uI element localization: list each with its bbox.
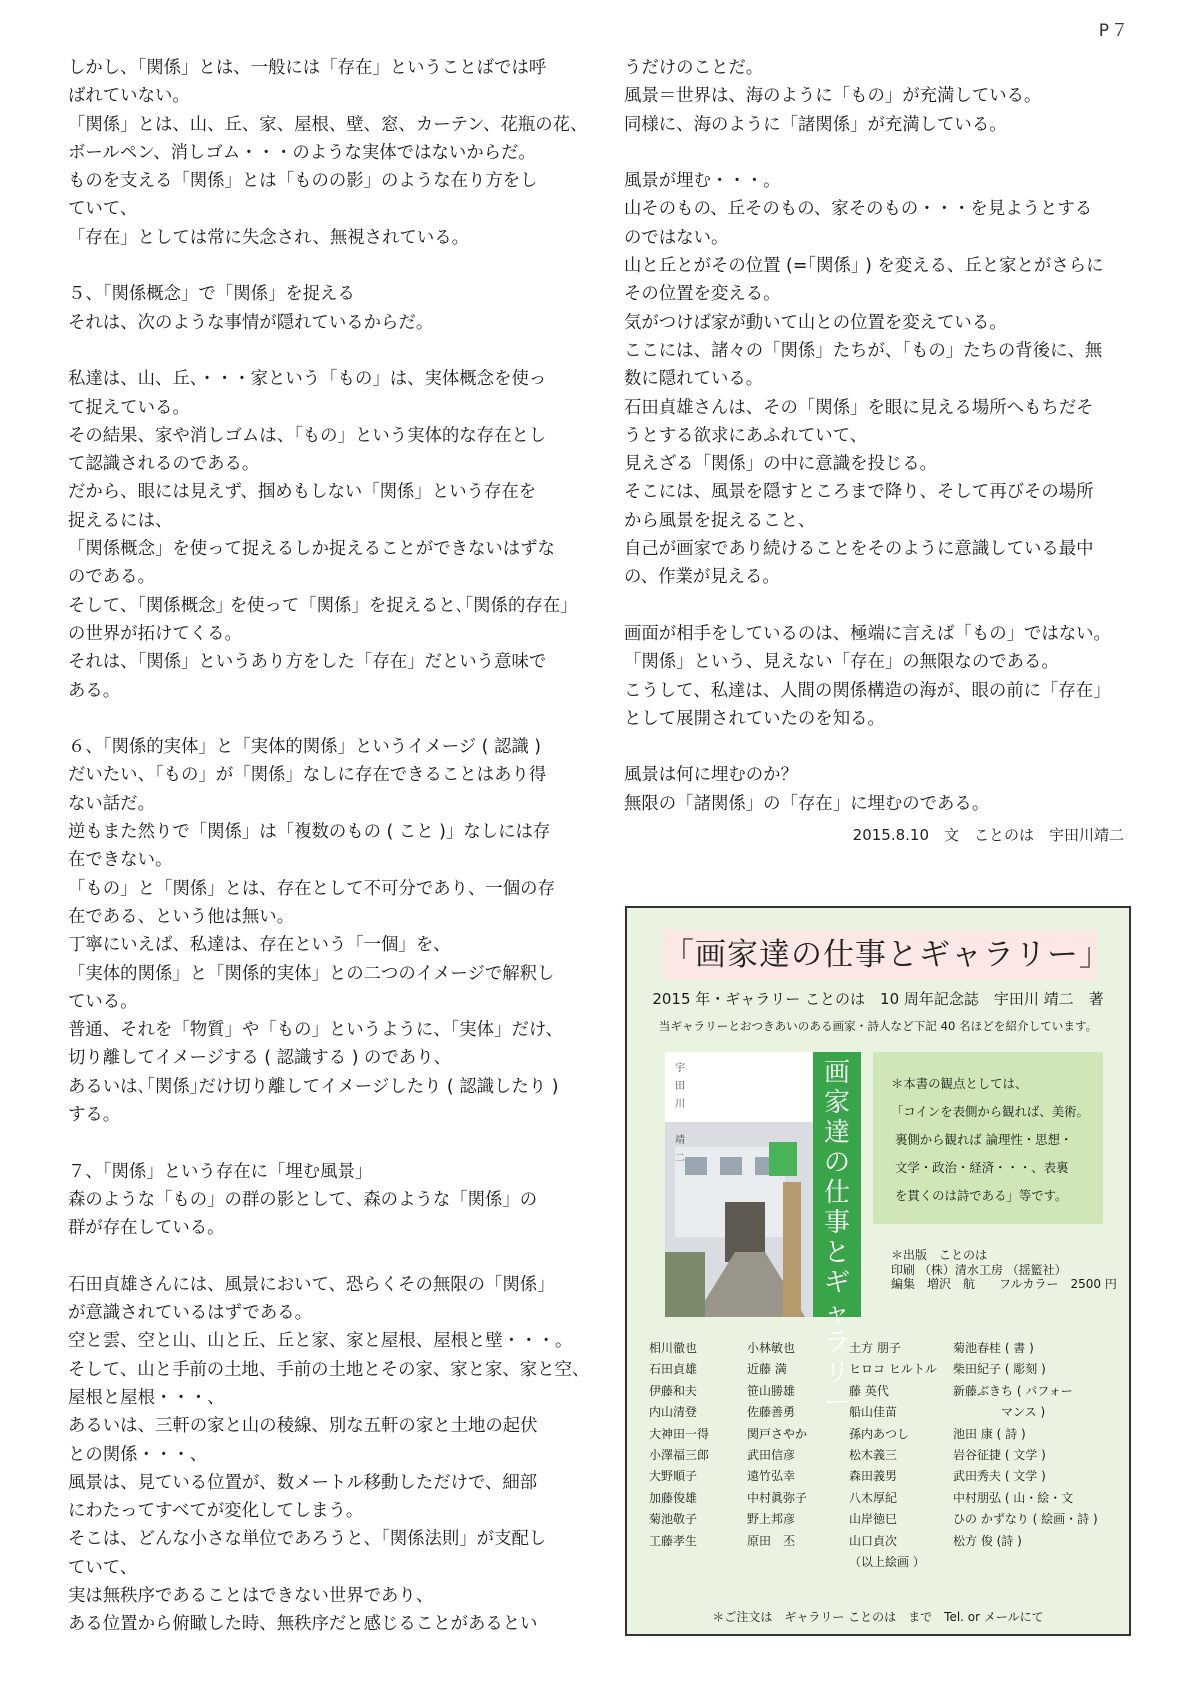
left-column-line: 「関係概念」を使って捉えるしか捉えることができないはずな [68, 539, 555, 560]
left-column-line: ていて、 [68, 1557, 138, 1578]
left-column-text [68, 54, 588, 1639]
right-column-line: 山そのもの、丘そのもの、家そのもの・・・を見ようとする [624, 199, 1093, 220]
right-column-line: その位置を変える。 [624, 284, 781, 305]
left-column-line: ５、「関係概念」で「関係」を捉える [68, 284, 355, 305]
right-column-line: 風景が埋む・・・。 [624, 171, 781, 192]
left-column-line: ばれていない。 [68, 86, 190, 107]
left-column-line: ない話だ。 [68, 793, 155, 814]
cover-spine-text: 画家達の仕事とギャラリー [823, 1058, 850, 1418]
cover-spine-title [813, 1052, 861, 1418]
left-column-line: ている。 [68, 991, 138, 1012]
right-column-line: ここには、諸々の「関係」たちが、「もの」たちの背後に、無 [624, 340, 1103, 361]
left-column-line: 森のような「もの」の群の影として、森のような「関係」の [68, 1189, 538, 1210]
right-column-line: 「関係」という、見えない「存在」の無限なのである。 [624, 652, 1059, 673]
left-column-line: あるいは､｢関係｣だけ切り離してイメージしたり ( 認識したり ) [68, 1076, 559, 1097]
left-column-line: だから、眼には見えず、掴めもしない「関係」という存在を [68, 482, 537, 503]
left-column-line [68, 337, 588, 365]
left-column-line: 石田貞雄さんには、風景において、恐らくその無限の「関係」 [68, 1274, 555, 1295]
left-column-line: ７、「関係」という存在に「埋む風景」 [68, 1161, 373, 1182]
left-column-line: 普通、それを「物質」や「もの」というように、「実体」だけ、 [68, 1020, 563, 1041]
right-column-line: 自己が画家であり続けることをそのように意識している最中 [624, 539, 1094, 560]
right-column-line [624, 139, 1144, 167]
left-column-line: 群が存在している。 [68, 1218, 225, 1239]
left-column-line: する。 [68, 1104, 121, 1125]
left-column-line: 「もの」と「関係」とは、存在として不可分であり、一個の存 [68, 878, 555, 899]
left-column-line: との関係・・・、 [68, 1444, 208, 1465]
left-column-line: しかし、「関係」とは、一般には「存在」ということばでは呼 [68, 58, 547, 78]
right-column-line [624, 592, 1144, 620]
left-column-line: にわたってすべてが変化してしまう。 [68, 1501, 364, 1522]
right-column-text [624, 54, 1144, 818]
left-column-line: ある。 [68, 680, 121, 701]
left-column-line: 捉えるには、 [68, 510, 173, 531]
left-column-line [68, 1242, 588, 1270]
left-column-line: 「実体的関係」と「関係的実体」との二つのイメージで解釈し [68, 963, 555, 984]
right-column-line [624, 733, 1144, 761]
left-column-line: ものを支える「関係」とは「ものの影」のような在り方をし [68, 171, 538, 192]
left-column-line: 空と雲、空と山、山と丘、丘と家、家と屋根、屋根と壁・・・。 [68, 1331, 573, 1352]
left-column-line: ある位置から俯瞰した時、無秩序だと感じることがあるとい [68, 1614, 538, 1635]
publisher-info: ＊出版 ことのは 印刷 （株）清水工房 （揺籃社） 編集 増沢 航 フルカラー 2500 円 [891, 1248, 1117, 1291]
right-column-line: 石田貞雄さんは、その「関係」を眼に見える場所へもちだそ [624, 397, 1094, 418]
right-column-line: 画面が相手をしているのは、極端に言えば「もの」ではない。 [624, 623, 1111, 644]
left-column-line: 風景は、見ている位置が、数メートル移動しただけで、細部 [68, 1472, 538, 1493]
names-column-2: 小林敏也 近藤 満 笹山勝雄 佐藤善勇 関戸さやか 武田信彦 遠竹弘幸 中村眞弥子 野上邦彦 原田 丕 [747, 1341, 808, 1548]
left-column-line: それは、次のような事情が隠れているからだ。 [68, 312, 434, 333]
right-column-line: 山と丘とがその位置 (=｢関係｣ ) を変える、丘と家とがさらに [624, 256, 1104, 277]
left-column-line: 実は無秩序であることはできない世界であり、 [68, 1586, 434, 1607]
book-concept-box: ＊本書の観点としては、 「コインを表側から観れば、美術。 裏側から観れば 論理性・思想・ 文学・政治・経済・・・、表裏 を貫くのは詩である」等です。 [873, 1052, 1103, 1224]
ad-title: 「画家達の仕事とギャラリー」 [663, 930, 1097, 980]
left-column-line: そこは、どんな小さな単位であろうと、「関係法則」が支配し [68, 1529, 547, 1550]
right-column-line: 見えざる「関係」の中に意識を投じる。 [624, 454, 938, 475]
left-column-line: が意識されているはずである。 [68, 1303, 312, 1324]
right-column-line: のではない。 [624, 227, 729, 248]
left-column-line: その結果、家や消しゴムは、「もの」という実体的な存在とし [68, 425, 547, 446]
left-column-line: だいたい、「もの」が「関係」なしに存在できることはあり得 [68, 765, 547, 786]
names-column-4: 菊池春桂 ( 書 ) 柴田紀子 ( 彫刻 ) 新藤ぶきち ( パフォー マンス ) 池田 康 ( 詩 ) 岩谷征捷 ( 文学 ) 武田秀夫 ( 文学 ) 中村朋弘 ( 山・絵・文 ひの かずなり ( 絵画・詩 ) 松方 俊 (詩 ) [953, 1341, 1098, 1548]
left-column-line: て捉えている。 [68, 397, 190, 418]
ad-note: 当ギャラリーとおつきあいのある画家・詩人など下記 40 名ほどを紹介しています。 [658, 1019, 1098, 1033]
left-column-line: あるいは、三軒の家と山の稜線、別な五軒の家と土地の起伏 [68, 1416, 538, 1437]
order-info: ＊ご注文は ギャラリー ことのは まで Tel. or メールにて [712, 1610, 1044, 1624]
right-column-line: そこには、風景を隠すところまで降り、そして再びその場所 [624, 482, 1094, 503]
right-column-line: 同様に、海のように「諸関係」が充満している。 [624, 114, 1007, 135]
left-column-line: 逆もまた然りで「関係」は「複数のもの ( こと )」なしには存 [68, 822, 551, 843]
right-column-line: の、作業が見える。 [624, 567, 780, 588]
left-column-line: 私達は、山、丘、・・・家という「もの」は、実体概念を使っ [68, 369, 547, 390]
left-column-line: ６、「関係的実体」と「実体的関係」というイメージ ( 認識 ) [68, 737, 542, 758]
left-column-line: ていて、 [68, 199, 138, 220]
ad-subtitle: 2015 年・ギャラリー ことのは 10 周年記念誌 宇田川 靖二 著 [652, 990, 1104, 1008]
left-column-line: の世界が拓けてくる。 [68, 623, 242, 644]
cover-author: 宇 田 川 靖 二 [675, 1063, 685, 1164]
left-column-line: ボールペン、消しゴム・・・のような実体ではないからだ。 [68, 142, 536, 163]
right-column-line: として展開されていたのを知る。 [624, 708, 885, 729]
left-column-line: 在できない。 [68, 850, 173, 871]
right-column-line: 風景は何に埋むのか？ [624, 765, 798, 786]
right-column-line: こうして、私達は、人間の関係構造の海が、眼の前に「存在」 [624, 680, 1111, 701]
left-column-line: 切り離してイメージする ( 認識する ) のであり、 [68, 1048, 451, 1069]
names-column-1: 相川徹也 石田貞雄 伊藤和夫 内山清登 大神田一得 小澤福三郎 大野順子 加藤俊雄 菊池敬子 工藤孝生 [649, 1341, 710, 1548]
left-column-line: 屋根と屋根・・・、 [68, 1387, 225, 1408]
right-column-line: 風景＝世界は、海のように「もの」が充満している。 [624, 86, 1042, 107]
left-column-line: そして、山と手前の土地、手前の土地とその家、家と家、家と空、 [68, 1359, 590, 1380]
left-column-line [68, 705, 588, 733]
left-column-line: て認識されるのである。 [68, 454, 260, 475]
left-column-line: それは、「関係」というあり方をした「存在」だという意味で [68, 652, 547, 673]
left-column-line: 丁寧にいえば、私達は、存在という「一個」を、 [68, 935, 451, 956]
left-column-line: 「存在」としては常に失念され、無視されている。 [68, 227, 470, 248]
right-column-line: うだけのことだ。 [624, 58, 764, 78]
left-column-line [68, 252, 588, 280]
signature: 2015.8.10 文 ことのは 宇田川靖二 [852, 826, 1124, 844]
left-column-line [68, 1129, 588, 1157]
book-cover-image [665, 1052, 861, 1418]
left-column-line: 在である、という他は無い。 [68, 906, 295, 927]
left-column-line: 「関係」とは、山、丘、家、屋根、壁、窓、カーテン、花瓶の花、 [68, 114, 588, 135]
right-column-line: 気がつけば家が動いて山との位置を変えている。 [624, 312, 1007, 333]
right-column-line: から風景を捉えること、 [624, 510, 816, 531]
book-advertisement [625, 906, 1131, 1636]
right-column-line: 数に隠れている。 [624, 369, 764, 390]
page-number: P７ [1098, 21, 1130, 41]
names-column-3: 土方 朋子 ヒロコ ヒルトル 藤 英代 船山佳苗 孫内あつし 松木義三 森田義男 八木厚紀 山岸徳巳 山口貞次 （以上絵画 ） [849, 1341, 937, 1570]
left-column-line: そして、｢関係概念｣ を使って「関係」を捉えると､｢関係的存在｣ [68, 595, 569, 616]
right-column-line: うとする欲求にあふれていて、 [624, 425, 868, 446]
right-column-line: 無限の「諸関係」の「存在」に埋むのである。 [624, 793, 990, 814]
left-column-line: のである。 [68, 567, 155, 588]
